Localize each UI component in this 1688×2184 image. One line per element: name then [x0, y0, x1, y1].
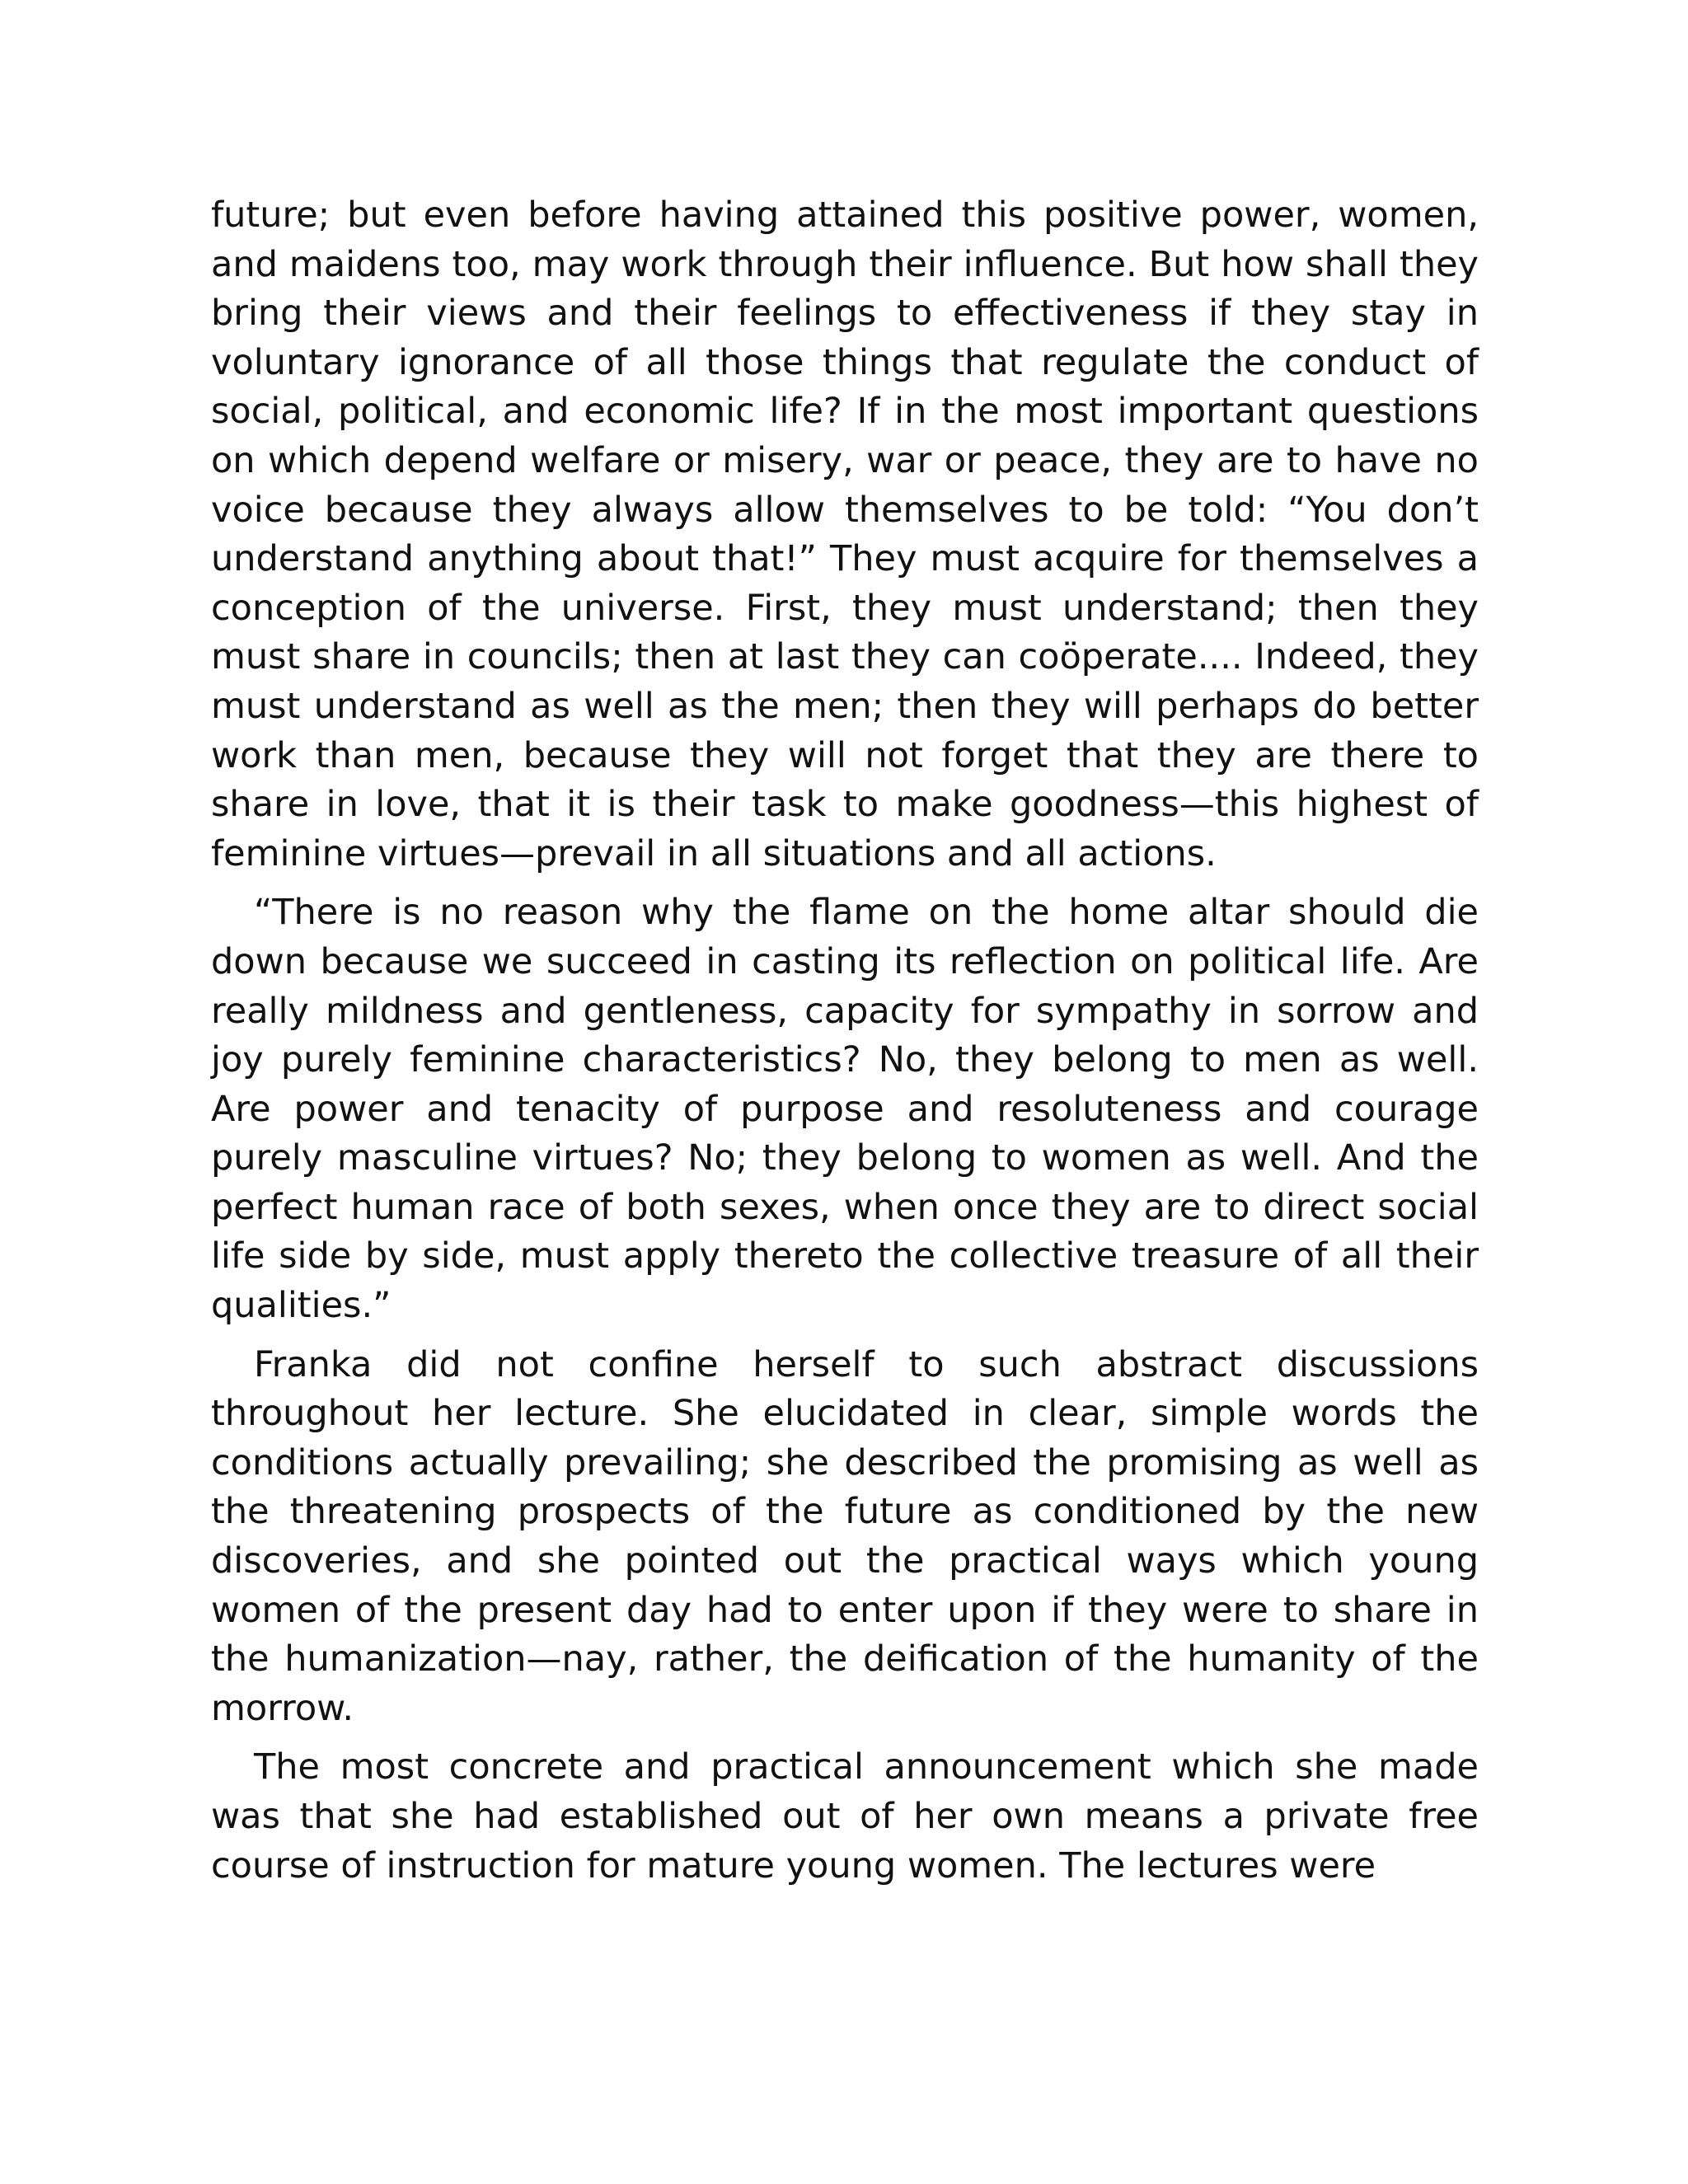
paragraph: future; but even before having attained this positive power, women, and maidens too, may work through their influence. But how shall they bring their views and their feelings to effectiveness if they stay in voluntary ignorance of all those things that regulate the conduct of social, political, and economic life? If in the most important questions on which depend welfare or misery, war or peace, they are to have no voice because they always allow themselves to be told: “You don’t understand anything about that!” They must acquire for themselves a conception of the universe. First, they must understand; then they must share in councils; then at last they can coöperate.... Indeed, they must understand as well as the men; then they will perhaps do better work than men, because they will not forget that they are there to share in love, that it is their task to make goodness—this highest of feminine virtues—prevail in all situations and all actions. [211, 194, 1479, 874]
paragraph: Franka did not confine herself to such abstract discussions throughout her lecture. She elucidated in clear, simple words the conditions actually prevailing; she described the promising as well as the threatening prospects of the future as conditioned by the new discoveries, and she pointed out the practical ways which young women of the present day had to enter upon if they were to share in the humanization—nay, rather, the deification of the humanity of the morrow. [211, 1343, 1479, 1729]
paragraph: The most concrete and practical announcement which she made was that she had established out of her own means a private free course of instruction for mature young women. The lectures were [211, 1746, 1479, 1886]
paragraph: “There is no reason why the flame on the home altar should die down because we succeed in casting its reflection on political life. Are really mildness and gentleness, capacity for sympathy in sorrow and joy purely feminine characteristics? No, they belong to men as well. Are power and tenacity of purpose and resoluteness and courage purely masculine virtues? No; they belong to women as well. And the perfect human race of both sexes, when once they are to direct social life side by side, must apply thereto the collective treasure of all their qualities.” [211, 892, 1479, 1327]
page-body [211, 191, 1479, 1900]
